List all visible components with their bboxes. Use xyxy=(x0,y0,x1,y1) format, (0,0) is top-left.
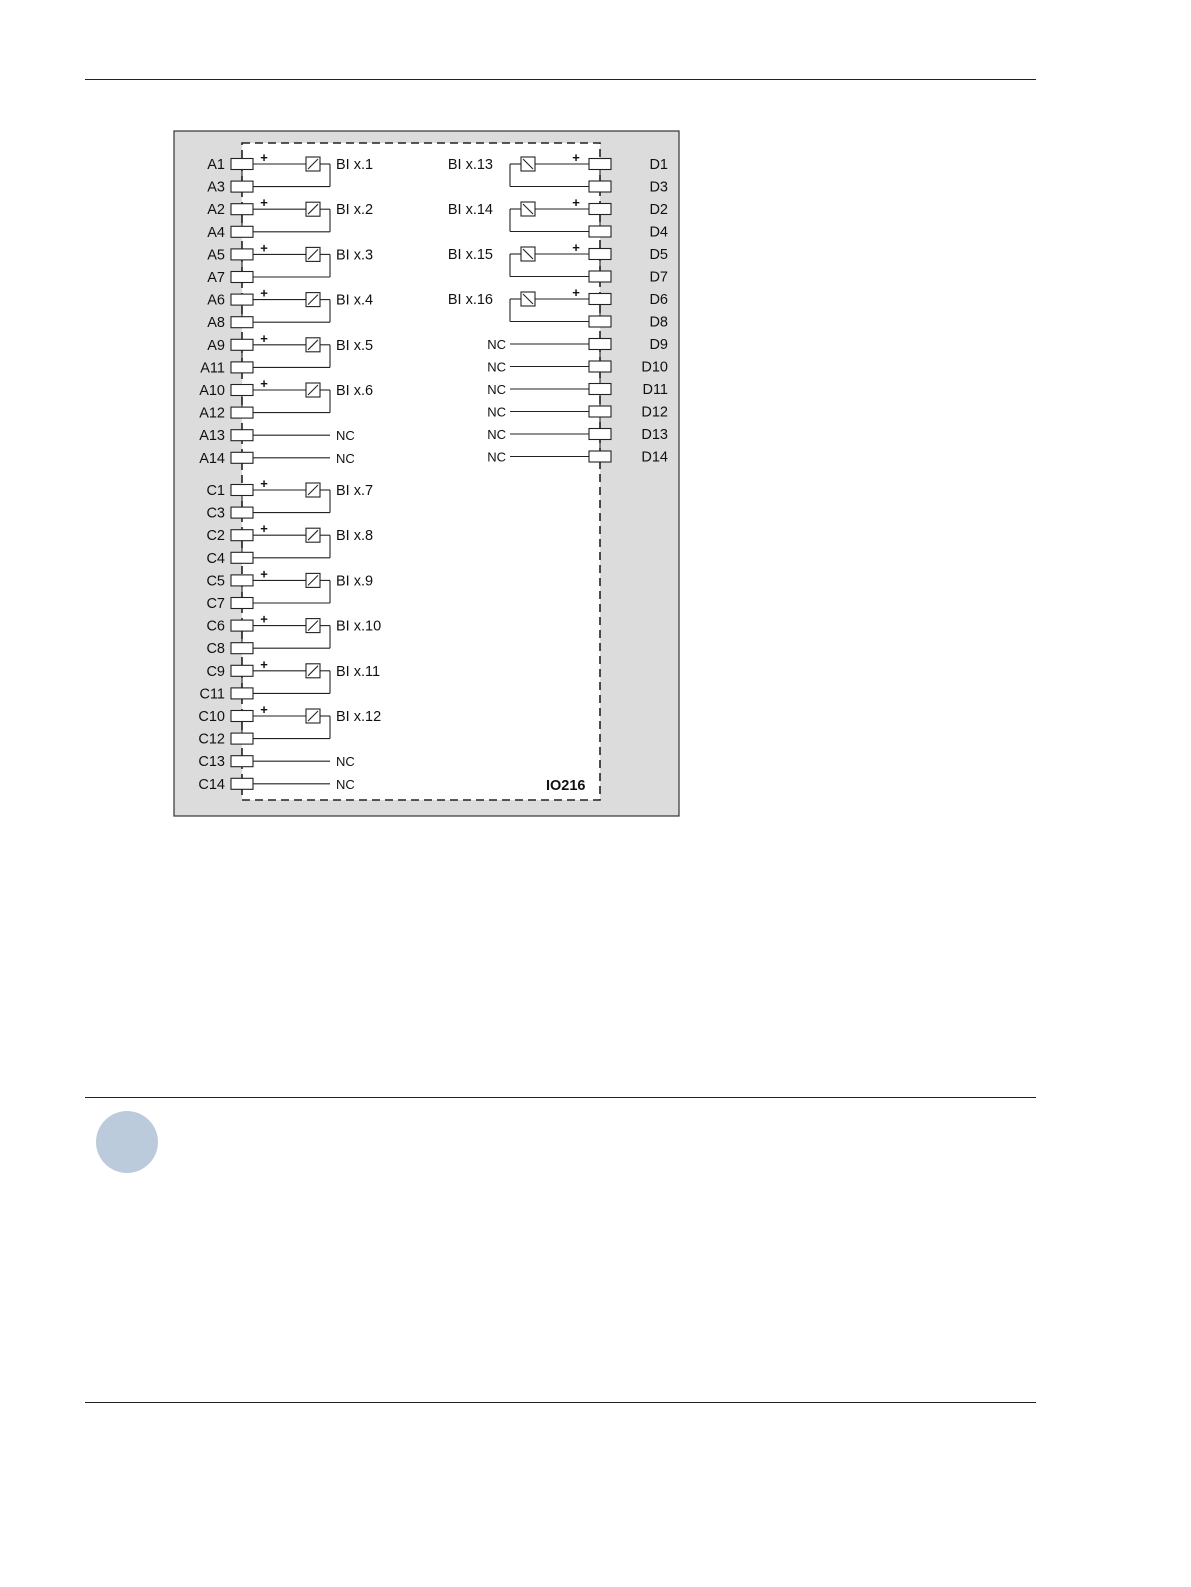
binary-input-label: BI x.11 xyxy=(336,663,381,680)
terminal-label: D5 xyxy=(649,247,668,263)
binary-input-label: BI x.10 xyxy=(336,618,382,635)
terminal-label: C10 xyxy=(198,709,225,725)
module-label: IO216 xyxy=(546,778,586,794)
terminal-block xyxy=(231,688,253,699)
nc-label: NC xyxy=(336,428,355,444)
terminal-block xyxy=(231,778,253,789)
terminal-label: C7 xyxy=(206,596,225,612)
terminal-block xyxy=(589,159,611,170)
terminal-label: A9 xyxy=(207,337,225,354)
terminal-block xyxy=(231,294,253,305)
nc-label: NC xyxy=(487,382,506,397)
terminal-label: A5 xyxy=(207,247,225,264)
terminal-label: A4 xyxy=(207,224,225,241)
binary-input-label: BI x.2 xyxy=(336,202,374,219)
terminal-label: D14 xyxy=(641,449,668,466)
nc-label: NC xyxy=(487,337,506,352)
binary-input-label: BI x.5 xyxy=(336,337,374,354)
terminal-label: A1 xyxy=(207,157,225,173)
terminal-label: D6 xyxy=(649,292,668,308)
module-boundary xyxy=(242,143,600,800)
footer-rule xyxy=(85,1402,1036,1403)
plus-sign: + xyxy=(572,285,580,300)
terminal-label: A7 xyxy=(207,270,225,286)
terminal-block xyxy=(231,430,253,441)
binary-input-label: BI x.9 xyxy=(336,573,374,590)
nc-label: NC xyxy=(487,427,506,442)
nc-label: NC xyxy=(487,359,506,375)
terminal-label: A3 xyxy=(207,179,225,196)
terminal-label: C1 xyxy=(206,483,225,499)
plus-sign: + xyxy=(260,150,268,165)
terminal-label: D13 xyxy=(641,427,668,443)
terminal-label: D10 xyxy=(641,359,668,376)
plus-sign: + xyxy=(260,566,268,582)
terminal-block xyxy=(589,181,611,192)
plus-sign: + xyxy=(260,330,268,346)
terminal-label: C12 xyxy=(198,731,225,748)
terminal-block xyxy=(589,384,611,395)
terminal-label: A10 xyxy=(199,383,225,399)
terminal-label: A8 xyxy=(207,315,225,332)
terminal-block xyxy=(589,429,611,440)
terminal-label: D3 xyxy=(649,179,668,196)
terminal-label: A6 xyxy=(207,292,225,309)
plus-sign: + xyxy=(260,376,268,391)
terminal-block xyxy=(589,451,611,462)
terminal-label: C6 xyxy=(206,618,225,635)
terminal-block xyxy=(231,317,253,328)
terminal-block xyxy=(231,452,253,463)
terminal-label: D11 xyxy=(642,382,668,398)
binary-input-label: BI x.7 xyxy=(336,483,374,499)
terminal-label: C8 xyxy=(206,641,225,658)
terminal-block xyxy=(589,226,611,237)
plus-sign: + xyxy=(260,611,268,627)
terminal-label: A2 xyxy=(207,202,225,219)
terminal-label: D9 xyxy=(649,337,668,353)
terminal-block xyxy=(231,643,253,654)
plus-sign: + xyxy=(260,656,268,672)
terminal-block xyxy=(231,733,253,744)
terminal-label: D2 xyxy=(649,202,668,218)
plus-sign: + xyxy=(572,240,580,255)
terminal-block xyxy=(589,361,611,372)
terminal-block xyxy=(231,620,253,631)
nc-label: NC xyxy=(336,450,355,466)
terminal-block xyxy=(231,507,253,518)
terminal-block xyxy=(589,204,611,215)
terminal-block xyxy=(231,249,253,260)
nc-label: NC xyxy=(336,754,355,770)
terminal-label: A12 xyxy=(199,405,225,422)
plus-sign: + xyxy=(260,521,268,537)
terminal-block xyxy=(231,362,253,373)
binary-input-label: BI x.6 xyxy=(336,383,374,399)
terminal-label: A11 xyxy=(200,360,225,377)
terminal-label: C11 xyxy=(199,686,225,703)
terminal-label: D4 xyxy=(649,224,668,241)
binary-input-label: BI x.16 xyxy=(447,292,493,308)
terminal-label: A13 xyxy=(199,428,225,445)
terminal-block xyxy=(589,406,611,417)
nc-label: NC xyxy=(336,776,355,792)
terminal-block xyxy=(231,226,253,237)
terminal-label: C3 xyxy=(206,505,225,522)
binary-input-label: BI x.8 xyxy=(336,528,374,545)
note-icon xyxy=(96,1111,158,1173)
terminal-label: C9 xyxy=(206,663,225,680)
terminal-block xyxy=(589,249,611,260)
binary-input-label: BI x.1 xyxy=(336,157,374,173)
terminal-block xyxy=(231,159,253,170)
terminal-block xyxy=(231,272,253,283)
plus-sign: + xyxy=(572,150,580,165)
terminal-block xyxy=(231,407,253,418)
plus-sign: + xyxy=(260,476,268,491)
terminal-block xyxy=(231,385,253,396)
terminal-label: D12 xyxy=(641,404,668,421)
terminal-label: A14 xyxy=(199,450,225,467)
nc-label: NC xyxy=(487,449,506,465)
plus-sign: + xyxy=(260,702,268,717)
terminal-block xyxy=(231,756,253,767)
terminal-block xyxy=(589,271,611,282)
plus-sign: + xyxy=(572,195,580,210)
terminal-label: C14 xyxy=(198,776,225,793)
binary-input-label: BI x.13 xyxy=(447,157,493,173)
plus-sign: + xyxy=(260,285,268,301)
binary-input-label: BI x.14 xyxy=(447,202,493,218)
terminal-label: C13 xyxy=(198,754,225,771)
terminal-label: D7 xyxy=(649,269,668,286)
terminal-block xyxy=(231,181,253,192)
terminal-block xyxy=(589,294,611,305)
terminal-label: C5 xyxy=(206,573,225,590)
terminal-block xyxy=(231,204,253,215)
terminal-label: D8 xyxy=(649,314,668,331)
binary-input-label: BI x.4 xyxy=(336,292,374,309)
terminal-block xyxy=(231,575,253,586)
binary-input-label: BI x.15 xyxy=(447,247,493,263)
plus-sign: + xyxy=(260,240,268,256)
nc-label: NC xyxy=(487,404,506,420)
terminal-block xyxy=(231,485,253,496)
terminal-block xyxy=(231,552,253,563)
terminal-label: C4 xyxy=(206,550,225,567)
terminal-block xyxy=(231,711,253,722)
binary-input-label: BI x.12 xyxy=(336,709,382,725)
terminal-block xyxy=(231,665,253,676)
terminal-block xyxy=(589,316,611,327)
plus-sign: + xyxy=(260,195,268,211)
terminal-label: D1 xyxy=(649,157,668,173)
terminal-block xyxy=(231,339,253,350)
terminal-block xyxy=(589,339,611,350)
terminal-block xyxy=(231,530,253,541)
terminal-block xyxy=(231,598,253,609)
terminal-label: C2 xyxy=(206,528,225,545)
section-rule xyxy=(85,1097,1036,1098)
binary-input-label: BI x.3 xyxy=(336,247,374,264)
